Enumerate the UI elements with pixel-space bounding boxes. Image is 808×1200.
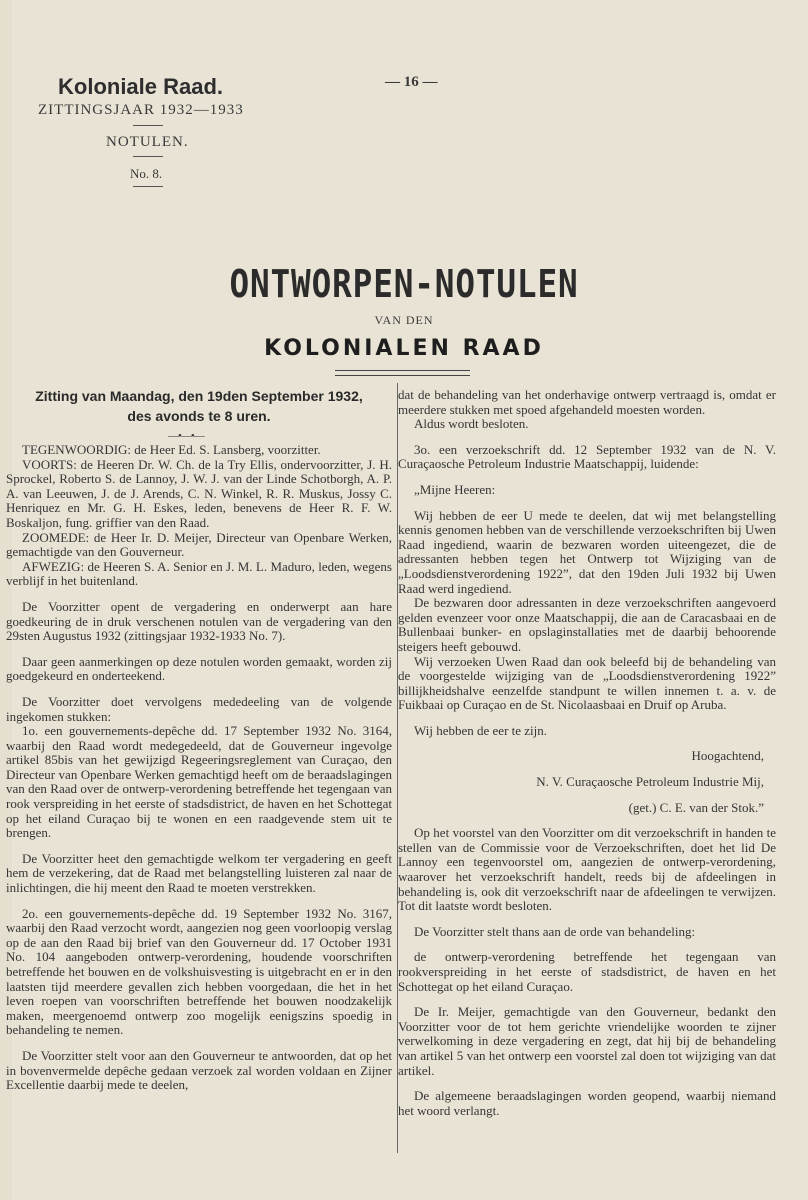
paragraph: De Voorzitter opent de vergadering en onderwerpt aan hare goedkeuring de in druk verschenen notulen van de vergadering van den 29sten Augustus 1932 (zittingsjaar 1932-1933 No. 7). [6, 598, 392, 644]
paragraph: VOORTS: de Heeren Dr. W. Ch. de la Try Ellis, ondervoorzitter, J. H. Sprockel, Roberto S. de Lannoy, J. W. J. van der Linde Schotborgh, A. P. A. van Leeuwen, J. de J. Arends, C. N. Winkel, R. R. Muskus, Jossy C. Henriquez en Mr. G. H. Eskes, leden, benevens de Heer R. F. W. Boskaljon, fung. griffier van den Raad. [6, 456, 392, 530]
paragraph: AFWEZIG: de Heeren S. A. Senior en J. M. L. Maduro, leden, wegens verblijf in het buitenland. [6, 558, 392, 589]
paragraph: De Ir. Meijer, gemachtigde van den Gouverneur, bedankt den Voorzitter voor de tot hem gerichte vriendelijke woorden te zijner verwelkoming in deze vergadering en zegt, dat hij bij de behandeling van artikel 5 van het ontwerp een voorstel zal doen tot wijziging van dat artikel. [398, 1004, 776, 1078]
paragraph: De Voorzitter stelt thans aan de orde van behandeling: [414, 923, 696, 939]
double-rule [335, 370, 470, 376]
paragraph: 3o. een verzoekschrift dd. 12 September 1932 van de N. V. Curaçaosche Petroleum Industrie Maatschappij, luidende: [398, 441, 776, 472]
paragraph: 2o. een gouvernements-depêche dd. 19 September 1932 No. 3167, waarbij den Raad verzocht wordt, aangezien nog geen voorloopig verslag op de aan den Raad bij brief van den Gouverneur dd. 17 October 1931 No. 104 aangeboden ontwerp-verordening, houdende voorschriften betreffende het bouwen en de volkshuisvesting is uitgebracht en er in den laatsten tijd meerdere gevallen zich hebben voorgedaan, die het in het leven roepen van voorschriften betreffende het bouwen noodzakelijk maken, meergenoemd ontwerp zoo mogelijk eenigszins spoedig in behandeling te nemen. [6, 905, 392, 1038]
paragraph: De algemeene beraadslagingen worden geopend, waarbij niemand het woord verlangt. [398, 1088, 776, 1118]
heading-van-den: VAN DEN [374, 313, 434, 327]
paragraph: „Mijne Heeren: [414, 481, 496, 497]
paragraph: De Voorzitter doet vervolgens mededeeling van de volgende ingekomen stukken: [6, 693, 392, 724]
signature-company: N. V. Curaçaosche Petroleum Industrie Mij, [536, 774, 764, 790]
sitting-line-2: des avonds te 8 uren. [127, 408, 271, 424]
paragraph: dat de behandeling van het onderhavige ontwerp vertraagd is, omdat er meerdere stukken met spoed afgehandeld moesten worden. [398, 387, 776, 417]
paragraph: De Voorzitter stelt voor aan den Gouverneur te antwoorden, dat op het in bovenvermelde depêche gedaan verzoek zal worden voldaan en Zijner Excellentie daarbij mede te deelen, [6, 1047, 392, 1093]
main-heading: ONTWORPEN-NOTULEN [229, 262, 579, 306]
ornament: —•—•— [168, 430, 204, 442]
left-column [6, 443, 392, 1104]
divider [133, 186, 163, 187]
page-number: — 16 — [385, 74, 438, 90]
notulen-label: NOTULEN. [106, 134, 189, 150]
sitting-heading [6, 386, 392, 426]
session-year: ZITTINGSJAAR 1932—1933 [38, 102, 244, 118]
divider [133, 125, 163, 126]
paragraph: ZOOMEDE: de Heer Ir. D. Meijer, Directeur van Openbare Werken, gemachtigde van den Gouverneur. [6, 529, 392, 560]
paragraph: De Voorzitter heet den gemachtigde welkom ter vergadering en geeft hem de verzekering, dat de Raad met belangstelling luisteren zal naar de inlichtingen, die hij meent den Raad te moeten verstrekken. [6, 850, 392, 896]
divider [133, 156, 163, 157]
paragraph: Wij hebben de eer U mede te deelen, dat wij met belangstelling kennis genomen hebben van de verschillende verzoekschriften bij Uwen Raad ingediend, waarin de bezwaren worden uiteengezet, die de adressanten hebben tegen het Ontwerp tot Wijziging van de „Loodsdienstverordening 1922”, dat den 19den Juli 1932 bij Uwen Raad werd ingediend. [398, 507, 776, 596]
signature-name: (get.) C. E. van der Stok.” [628, 799, 764, 815]
publication-title: Koloniale Raad. [58, 74, 224, 99]
sitting-line-1: Zitting van Maandag, den 19den September 1932, [35, 388, 363, 404]
heading-raad: KOLONIALEN RAAD [264, 336, 544, 361]
closing: Hoogachtend, [691, 748, 764, 764]
paragraph: Aldus wordt besloten. [414, 416, 529, 432]
paragraph: Wij verzoeken Uwen Raad dan ook beleefd bij de behandeling van de voorgestelde wijziging van de „Loodsdienstverordening 1922” billijkheidshalve eenzelfde standpunt te willen innemen t. a. v. de Fuikbaai op Curaçao en de St. Nicolaasbaai en Druif op Aruba. [398, 653, 776, 713]
paragraph: Daar geen aanmerkingen op deze notulen worden gemaakt, worden zij goedgekeurd en onderteekend. [6, 653, 392, 684]
issue-number: No. 8. [130, 166, 163, 181]
paragraph: de ontwerp-verordening betreffende het tegengaan van rookverspreiding in het eerste of stadsdistrict, de haven en het Schottegat op het eiland Curaçao. [398, 949, 776, 994]
paragraph: Op het voorstel van den Voorzitter om dit verzoekschrift in handen te stellen van de Commissie voor de Verzoekschriften, doet het lid De Lannoy een tegenvoorstel om, aangezien de ontwerp-verordening, waarover het verzoekschrift handelt, reeds bij de afdeelingen in behandeling is, ook dit verzoekschrift naar de afdeelingen te verwijzen. Tot dit laatste wordt besloten. [398, 825, 776, 914]
paragraph: 1o. een gouvernements-depêche dd. 17 September 1932 No. 3164, waarbij den Raad wordt medegedeeld, dat de Gouverneur ingevolge artikel 85bis van het gewijzigd Regeeringsreglement van Curaçao, den Directeur van Openbare Werken gemachtigd heeft om de beraadslagingen van den Raad over de ontwerp-verordening betreffende het tegengaan van rook verspreiding in het eerste of stadsdistrict, de haven en het Schottegat op het eiland Curaçao bij te wonen en een raadgevende stem uit te brengen. [6, 723, 392, 841]
paragraph: Wij hebben de eer te zijn. [414, 722, 548, 738]
right-column [398, 388, 776, 1129]
paragraph: TEGENWOORDIG: de Heer Ed. S. Lansberg, voorzitter. [22, 442, 321, 457]
paragraph: De bezwaren door adressanten in deze verzoekschriften aangevoerd gelden evenzeer voor onze Maatschappij, die aan de Caracasbaai en de Bullenbaai bunker- en opslaginstallaties met de daarbij behoorende steigers heeft gebouwd. [398, 595, 776, 654]
